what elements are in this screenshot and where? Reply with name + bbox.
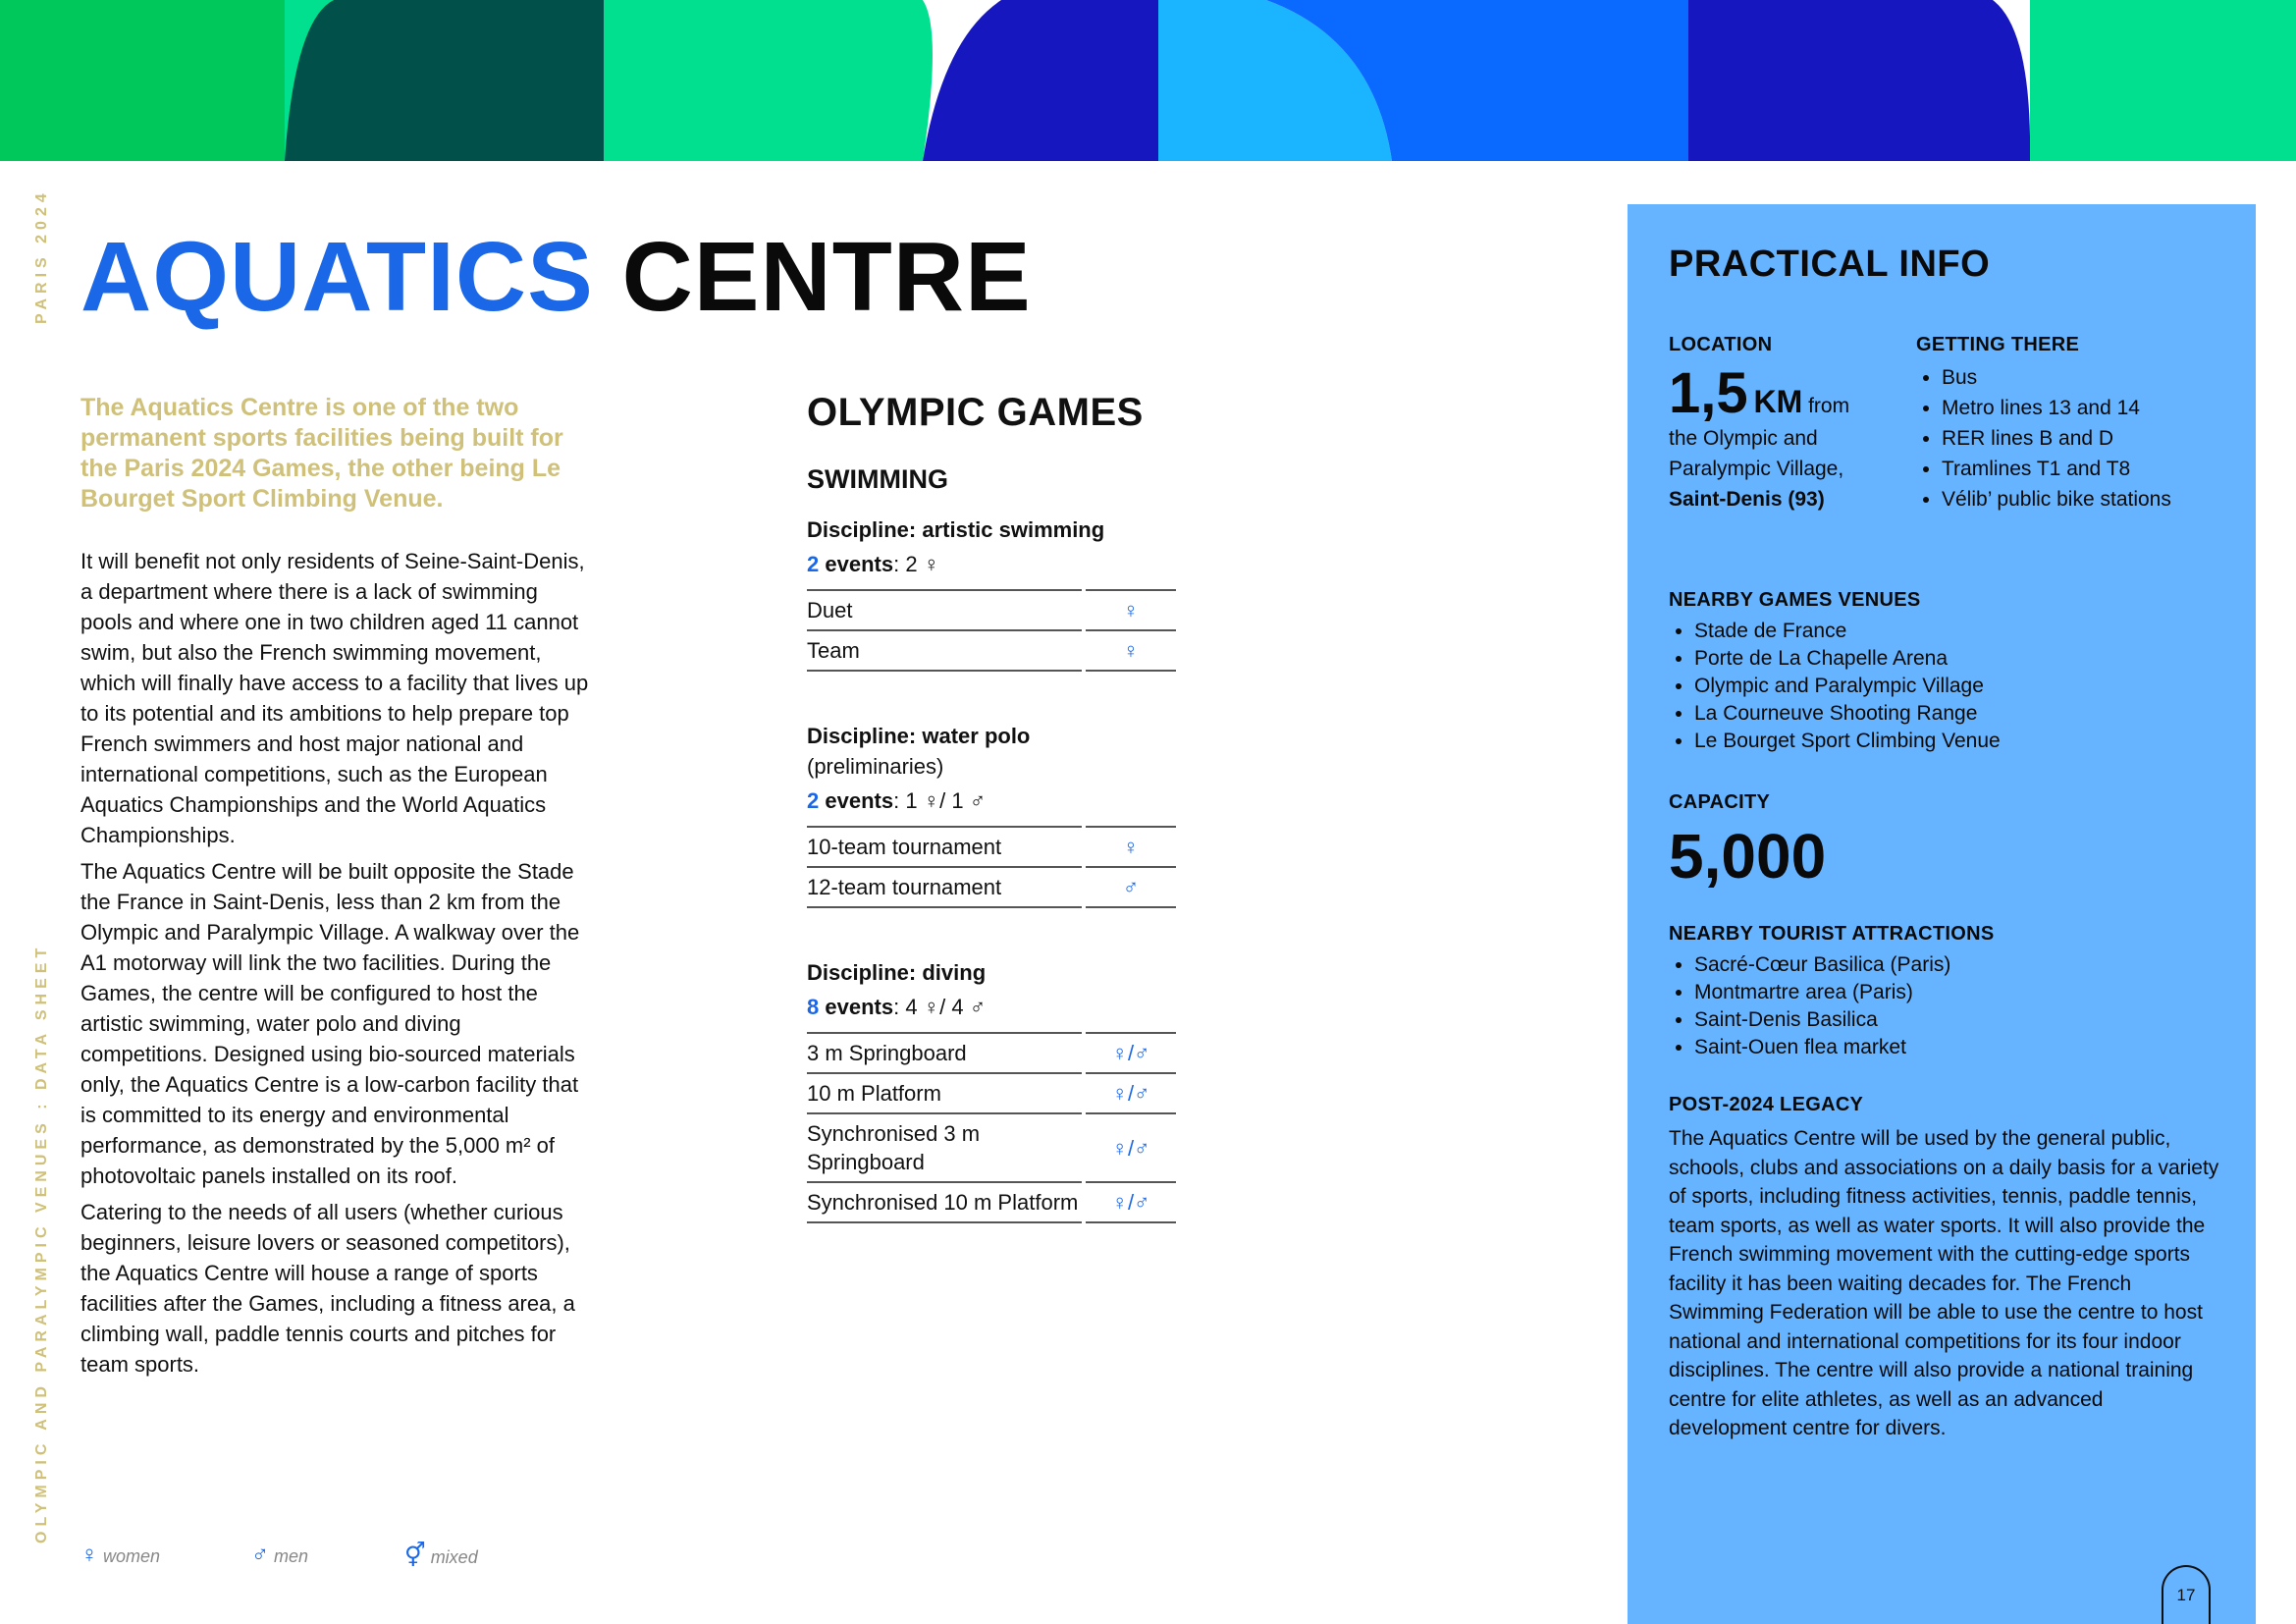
body-paragraph: The Aquatics Centre will be built opposite the Stade the France in Saint-Denis, less than 2 km from the Olympic and Paralympic Village. A walkway over the A1 motorway will link the two facilities. During the Games, the centre will be configured to host the artistic swimming, water polo and diving competitions. Designed using bio-sourced materials only, the Aquatics Centre is a low-carbon facility that is committed to its energy and environmental performance, as demonstrated by the 5,000 m² of photovoltaic panels installed on its roof. xyxy=(80,859,580,1188)
tourist-heading: NEARBY TOURIST ATTRACTIONS xyxy=(1669,923,1995,945)
events-table xyxy=(807,589,1176,672)
side-label-top: PARIS 2024 xyxy=(33,189,50,324)
gender-icon: ♀/♂ xyxy=(1084,1073,1176,1113)
gender-icon: ♀ xyxy=(1084,827,1176,867)
legacy-text: The Aquatics Centre will be used by the general public, schools, clubs and associations on a daily basis for a variety of sports, including fitness activities, tennis, paddle tennis, team sports, as well as water sports. It will also provide the French swimming movement with the cutting-edge sports facility it has been waiting decades for. The French Swimming Federation will be able to use the centre to host national and international competitions for its four indoor disciplines. The centre will also provide a national training centre for elite athletes, as well as an advanced development centre for divers. xyxy=(1669,1127,2219,1439)
body-paragraph: It will benefit not only residents of Seine-Saint-Denis, a department where there is a lack of swimming pools and where one in two children aged 11 cannot swim, but also the French swimming movement, which will finally have access to a facility that lives up to its potential and its ambitions to help prepare top French swimmers and host major national and international competitions, such as the European Aquatics Championships and the World Aquatics Championships. xyxy=(80,549,589,847)
event-name: Synchronised 3 m Springboard xyxy=(807,1113,1084,1182)
events-table xyxy=(807,1032,1176,1223)
list-item: • Stade de France xyxy=(1694,618,2218,645)
event-name: 10 m Platform xyxy=(807,1073,1084,1113)
events-detail: : 2 ♀ xyxy=(893,552,940,576)
location-heading: LOCATION xyxy=(1669,334,1773,355)
table-row xyxy=(807,590,1176,630)
list-item: • Le Bourget Sport Climbing Venue xyxy=(1694,728,2218,755)
event-name: Synchronised 10 m Platform xyxy=(807,1182,1084,1222)
legend-women xyxy=(80,1542,160,1569)
list-item: • Metro lines 13 and 14 xyxy=(1942,393,2230,423)
events-count: 2 xyxy=(807,788,820,813)
events-line xyxy=(807,785,1178,816)
tourist-list xyxy=(1669,951,2218,1061)
events-count: 8 xyxy=(807,995,820,1019)
table-row xyxy=(807,827,1176,867)
gender-icon: ♀ xyxy=(1084,630,1176,671)
list-item: • RER lines B and D xyxy=(1942,423,2230,454)
panel-title: PRACTICAL INFO xyxy=(1669,244,1991,285)
page-title xyxy=(80,222,1032,332)
male-icon: ♂ xyxy=(251,1542,269,1568)
discipline-title: Discipline: water polo xyxy=(807,724,1031,748)
list-item: • Tramlines T1 and T8 xyxy=(1942,454,2230,484)
events-line xyxy=(807,992,1178,1022)
legend-label: women xyxy=(103,1546,161,1566)
list-item: • Montmartre area (Paris) xyxy=(1694,979,2218,1006)
events-detail: : 1 ♀/ 1 ♂ xyxy=(893,788,987,813)
table-row xyxy=(807,1182,1176,1222)
events-detail: : 4 ♀/ 4 ♂ xyxy=(893,995,987,1019)
gender-icon: ♀ xyxy=(1084,590,1176,630)
body-text xyxy=(80,546,591,1385)
event-name: 10-team tournament xyxy=(807,827,1084,867)
mixed-icon: ⚥ xyxy=(404,1543,426,1569)
tourist-block xyxy=(1669,923,2218,1061)
getting-there-block xyxy=(1916,334,2230,514)
body-paragraph: Catering to the needs of all users (whether curious beginners, leisure lovers or seasoned competitors), the Aquatics Centre will house a range of sports facilities after the Games, including a fitness area, a climbing wall, paddle tennis courts and pitches for team sports. xyxy=(80,1200,575,1377)
events-label: events xyxy=(825,552,894,576)
table-row xyxy=(807,1033,1176,1073)
event-name: 12-team tournament xyxy=(807,867,1084,907)
table-row xyxy=(807,1073,1176,1113)
event-name: Team xyxy=(807,630,1084,671)
location-text xyxy=(1669,361,1865,514)
list-item: • Bus xyxy=(1942,362,2230,393)
female-icon: ♀ xyxy=(80,1542,98,1568)
events-label: events xyxy=(825,788,894,813)
capacity-block xyxy=(1669,791,1826,891)
capacity-value: 5,000 xyxy=(1669,821,1827,892)
side-label-bottom: OLYMPIC AND PARALYMPIC VENUES : DATA SHEET xyxy=(33,943,50,1543)
table-row xyxy=(807,867,1176,907)
legend-label: mixed xyxy=(430,1547,478,1567)
list-item: • La Courneuve Shooting Range xyxy=(1694,700,2218,728)
olympic-games-section xyxy=(807,391,1178,1272)
discipline-title: Discipline: artistic swimming xyxy=(807,517,1105,542)
legend-mixed xyxy=(404,1542,478,1570)
header-banner xyxy=(0,0,2296,161)
getting-heading: GETTING THERE xyxy=(1916,334,2080,355)
title-part-2: CENTRE xyxy=(621,222,1032,332)
capacity-heading: CAPACITY xyxy=(1669,791,1771,813)
location-unit: KM xyxy=(1753,384,1803,419)
list-item: • Sacré-Cœur Basilica (Paris) xyxy=(1694,951,2218,979)
nearby-venues-block xyxy=(1669,589,2218,755)
event-name: 3 m Springboard xyxy=(807,1033,1084,1073)
location-place: Saint-Denis (93) xyxy=(1669,488,1825,511)
discipline-subtitle: (preliminaries) xyxy=(807,754,944,779)
nearby-list xyxy=(1669,618,2218,755)
nearby-heading: NEARBY GAMES VENUES xyxy=(1669,589,1921,611)
location-distance: 1,5 xyxy=(1669,361,1748,425)
legacy-heading: POST-2024 LEGACY xyxy=(1669,1094,1864,1115)
table-row xyxy=(807,1113,1176,1182)
events-label: events xyxy=(825,995,894,1019)
events-line xyxy=(807,549,1178,579)
gender-icon: ♀/♂ xyxy=(1084,1113,1176,1182)
title-part-1: AQUATICS xyxy=(80,222,594,332)
gender-icon: ♀/♂ xyxy=(1084,1182,1176,1222)
location-description: from the Olympic and Paralympic Village, xyxy=(1669,395,1850,480)
table-row xyxy=(807,630,1176,671)
legend-men xyxy=(251,1542,308,1569)
page-number: 17 xyxy=(2162,1565,2211,1624)
legend-label: men xyxy=(274,1546,309,1566)
lead-paragraph: The Aquatics Centre is one of the two permanent sports facilities being built for the Paris 2024 Games, the other being Le Bourget Sport Climbing Venue. xyxy=(80,394,563,513)
discipline-title: Discipline: diving xyxy=(807,960,987,985)
list-item: • Vélib’ public bike stations xyxy=(1942,484,2230,514)
sport-heading: SWIMMING xyxy=(807,464,948,494)
practical-info-panel xyxy=(1628,204,2256,1624)
section-heading: OLYMPIC GAMES xyxy=(807,391,1144,434)
event-name: Duet xyxy=(807,590,1084,630)
gender-icon: ♀/♂ xyxy=(1084,1033,1176,1073)
events-count: 2 xyxy=(807,552,820,576)
getting-list xyxy=(1916,362,2230,514)
list-item: • Olympic and Paralympic Village xyxy=(1694,673,2218,700)
list-item: • Saint-Ouen flea market xyxy=(1694,1034,2218,1061)
legacy-block xyxy=(1669,1094,2224,1443)
gender-icon: ♂ xyxy=(1084,867,1176,907)
location-block xyxy=(1669,334,1865,514)
list-item: • Saint-Denis Basilica xyxy=(1694,1006,2218,1034)
list-item: • Porte de La Chapelle Arena xyxy=(1694,645,2218,673)
events-table xyxy=(807,826,1176,908)
